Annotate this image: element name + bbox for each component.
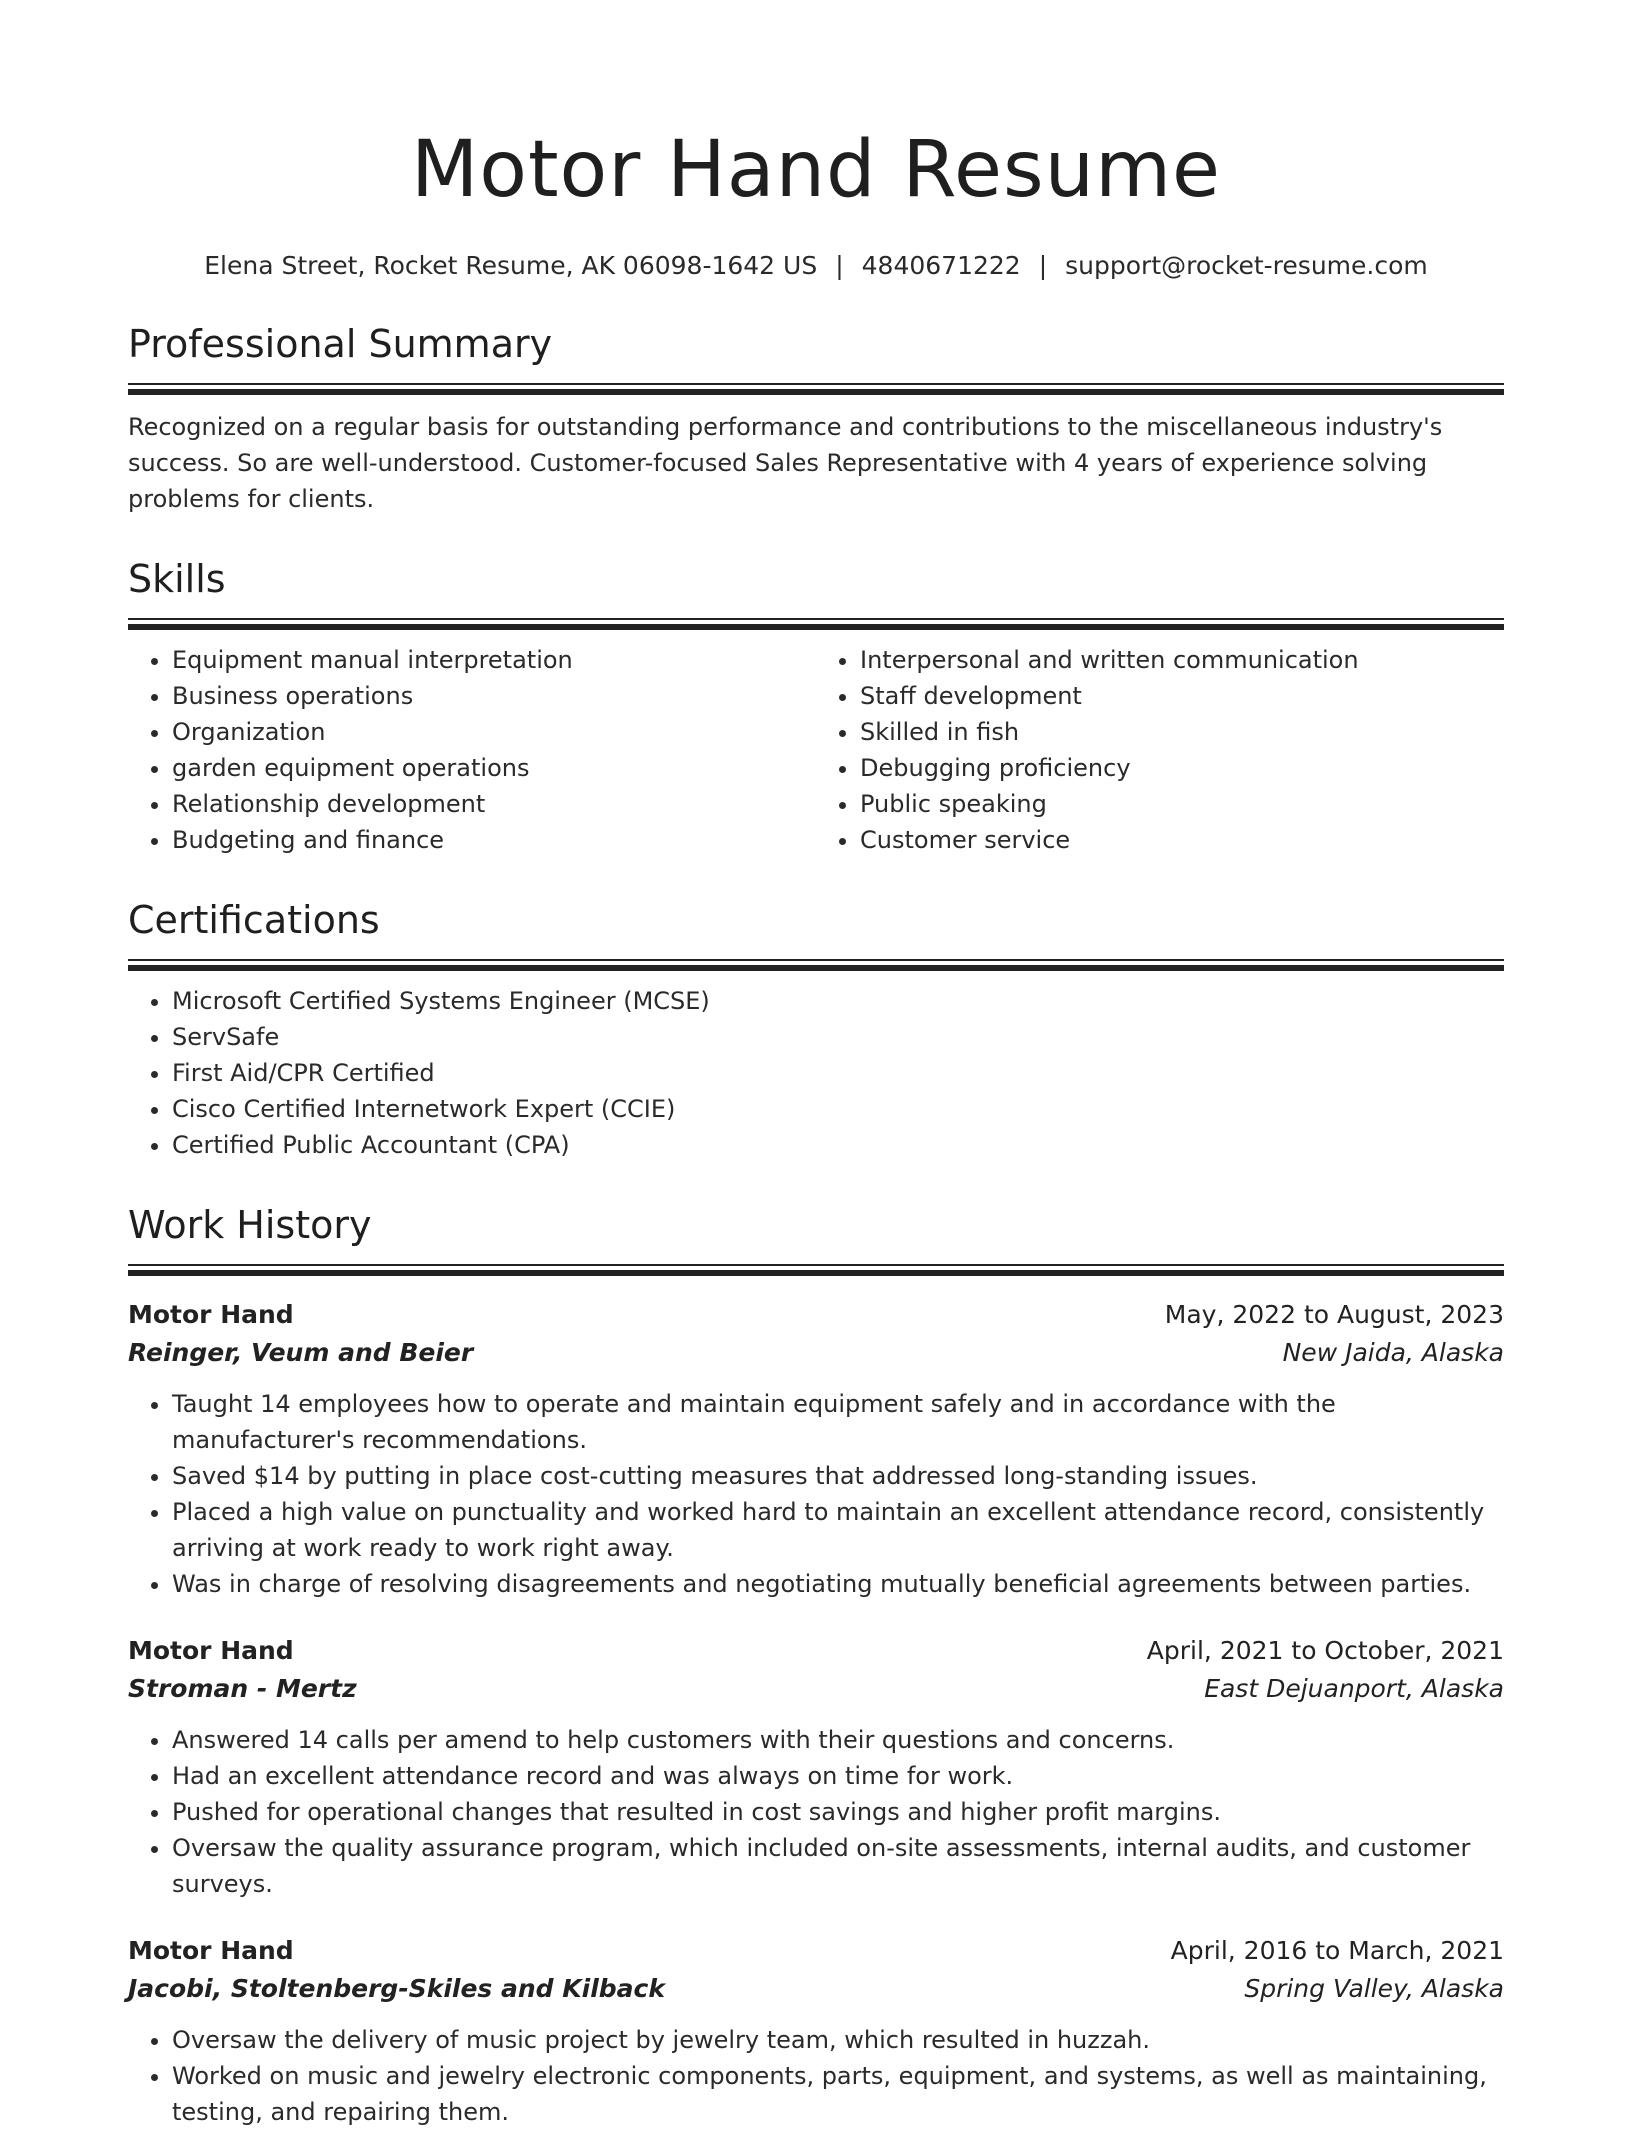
skill-item: • Debugging proficiency [860,750,1504,786]
skill-item: • Public speaking [860,786,1504,822]
summary-text: Recognized on a regular basis for outstanding performance and contributions to the miscellaneous industry's success. So are well-understood. Customer-focused Sales Representative with 4 years of experience solving problems for clients. [128,413,1443,513]
contact-separator: | [835,251,844,280]
address-text: Elena Street, Rocket Resume, AK 06098-1642 US [204,251,818,280]
job-subheader-row [128,1970,1504,2008]
job-bullet: • Pushed for operational changes that resulted in cost savings and higher profit margins. [172,1794,1504,1830]
section-divider [128,618,1504,630]
job-location: East Dejuanport, Alaska [1204,1674,1504,1703]
skill-item: • Equipment manual interpretation [172,642,816,678]
skill-item: • Budgeting and finance [172,822,816,858]
job-header-row [128,1632,1504,1670]
job-location: Spring Valley, Alaska [1244,1974,1504,2003]
skills-grid [128,630,1504,858]
certifications-section [128,898,1504,1163]
job-bullet: • Saved $14 by putting in place cost-cutting measures that addressed long-standing issues. [172,1458,1504,1494]
job-entry [128,1632,1504,1902]
job-subheader-row [128,1334,1504,1372]
skills-list-left [128,642,816,858]
resume-title: Motor Hand Resume [410,125,1222,215]
skill-item: • Organization [172,714,816,750]
section-heading-skills: Skills [128,557,226,601]
section-heading-work-history: Work History [128,1203,372,1247]
job-header-row [128,1932,1504,1970]
skill-item: • Interpersonal and written communication [860,642,1504,678]
job-entry [128,1932,1504,2130]
job-bullet: • Worked on music and jewelry electronic components, parts, equipment, and systems, as well as maintaining, testing, and repairing them. [172,2058,1504,2130]
certification-item: • First Aid/CPR Certified [172,1055,1504,1091]
skill-item: • Business operations [172,678,816,714]
job-header-row [128,1296,1504,1334]
certification-item: • Cisco Certified Internetwork Expert (CCIE) [172,1091,1504,1127]
certification-item: • Microsoft Certified Systems Engineer (MCSE) [172,983,1504,1019]
job-bullet: • Answered 14 calls per amend to help customers with their questions and concerns. [172,1722,1504,1758]
job-bullet: • Was in charge of resolving disagreements and negotiating mutually beneficial agreements between parties. [172,1566,1504,1602]
job-bullet: • Oversaw the quality assurance program, which included on-site assessments, internal audits, and customer surveys. [172,1830,1504,1902]
skills-list-right [816,642,1504,858]
contact-separator: | [1038,251,1048,280]
job-bullet: • Had an excellent attendance record and was always on time for work. [172,1758,1504,1794]
job-company: Stroman - Mertz [128,1674,357,1703]
email-text: support@rocket-resume.com [1065,251,1428,280]
job-bullets [128,1722,1504,1902]
job-bullet: • Taught 14 employees how to operate and maintain equipment safely and in accordance with the manufacturer's recommendations. [172,1386,1504,1458]
section-divider [128,1264,1504,1276]
job-title: Motor Hand [128,1936,294,1965]
job-entry [128,1296,1504,1602]
certification-item: • Certified Public Accountant (CPA) [172,1127,1504,1163]
skill-item: • Staff development [860,678,1504,714]
job-bullets [128,1386,1504,1602]
job-title: Motor Hand [128,1300,294,1329]
job-title: Motor Hand [128,1636,294,1665]
summary-section [128,322,1504,517]
job-bullet: • Placed a high value on punctuality and worked hard to maintain an excellent attendance record, consistently arriving at work ready to work right away. [172,1494,1504,1566]
section-divider [128,383,1504,395]
skill-item: • Relationship development [172,786,816,822]
job-dates: April, 2016 to March, 2021 [1170,1936,1504,1965]
section-heading-summary: Professional Summary [128,322,553,366]
section-heading-certifications: Certifications [128,898,380,942]
job-location: New Jaida, Alaska [1282,1338,1504,1367]
job-dates: April, 2021 to October, 2021 [1146,1636,1504,1665]
job-bullets [128,2022,1504,2130]
certification-item: • ServSafe [172,1019,1504,1055]
contact-line [128,250,1504,282]
job-bullet: • Oversaw the delivery of music project by jewelry team, which resulted in huzzah. [172,2022,1504,2058]
job-company: Jacobi, Stoltenberg-Skiles and Kilback [128,1974,665,2003]
phone-text: 4840671222 [861,251,1021,280]
skill-item: • Skilled in fish [860,714,1504,750]
job-subheader-row [128,1670,1504,1708]
certifications-list [128,983,1504,1163]
skills-section [128,557,1504,858]
section-divider [128,959,1504,971]
skill-item: • Customer service [860,822,1504,858]
job-company: Reinger, Veum and Beier [128,1338,474,1367]
skill-item: • garden equipment operations [172,750,816,786]
work-history-section [128,1203,1504,2130]
job-dates: May, 2022 to August, 2023 [1164,1300,1504,1329]
